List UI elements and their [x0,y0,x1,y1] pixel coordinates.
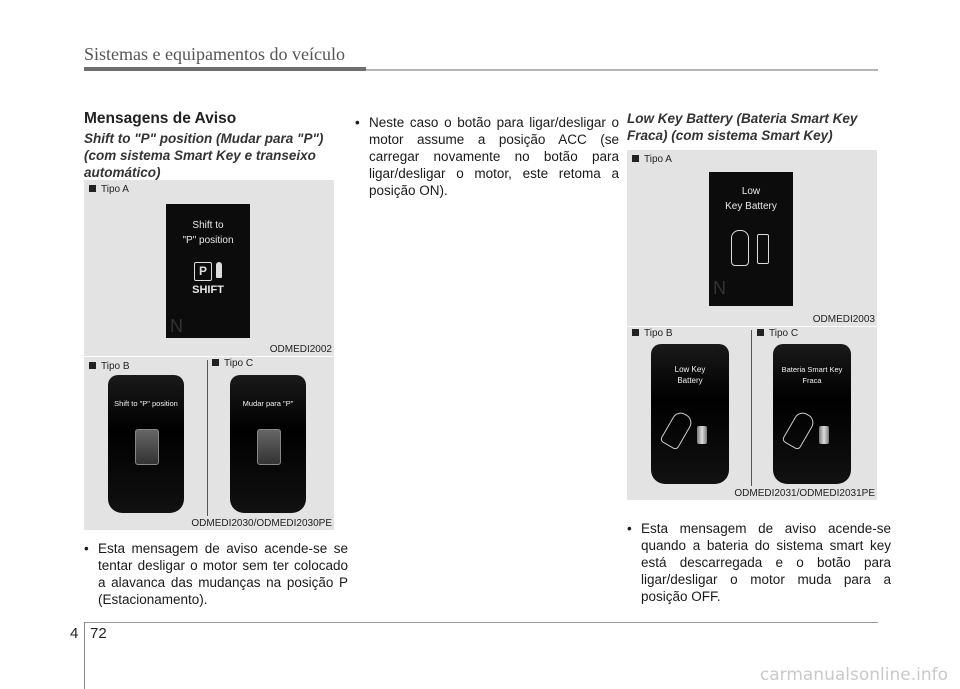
battery-icon [757,234,769,264]
smart-key-icon [659,409,694,450]
fig-label-tipo-c: Tipo C [212,358,253,369]
right-figure [627,150,877,500]
display-shift-text: SHIFT [192,284,224,296]
cluster-message-line1: Low Key [674,365,706,374]
fig-label-tipo-b: Tipo B [89,361,130,372]
display-text-line2: "P" position [182,235,234,246]
display-text-line1: Shift to [192,220,224,231]
display-text-line1: Low [741,186,761,197]
gear-selector-icon [257,429,281,465]
cluster-message: Mudar para "P" [242,399,294,408]
left-figure [84,180,334,530]
shift-to-p-display [166,204,250,338]
park-p-icon: P [194,262,212,281]
figure-column-divider [751,330,752,486]
cluster-message-line2: Fraca [802,376,822,385]
footer-divider [84,622,85,689]
figure-divider [84,356,334,357]
page-number: 72 [90,625,107,642]
cluster-display-tipo-b [108,375,184,513]
right-subtitle: Low Key Battery (Bateria Smart Key Fraca) (com sistema Smart Key) [627,111,858,143]
gear-indicator-icon: N [170,316,183,336]
header-rule-dark [84,67,366,71]
battery-icon [697,426,707,444]
watermark: carmanualsonline.info [759,665,948,685]
fig-label-tipo-c: Tipo C [757,328,798,339]
gear-selector-icon [135,429,159,465]
fig-label-tipo-a: Tipo A [89,184,129,195]
figure-divider [627,326,877,327]
footer-rule [84,622,878,623]
right-bullet: • Esta mensagem de aviso acende-se quando a bateria do sistema smart key está descarregada e o botão para ligar/desligar o motor muda para a posição OFF. [627,521,891,604]
cluster-message-line2: Battery [677,376,703,385]
fig-code-a: ODMEDI2003 [812,314,875,325]
display-text-line2: Key Battery [725,201,777,212]
header-rule-light [366,69,878,71]
fig-code-bc: ODMEDI2030/ODMEDI2030PE [191,518,332,529]
cluster-message-line1: Bateria Smart Key [781,365,843,374]
battery-icon [819,426,829,444]
low-key-battery-display [709,172,793,306]
fig-label-tipo-a: Tipo A [632,154,672,165]
cluster-display-tipo-c [230,375,306,513]
fig-code-a: ODMEDI2002 [269,344,332,355]
chapter-number: 4 [70,625,79,642]
section-title: Mensagens de Aviso [84,110,237,127]
fig-label-tipo-b: Tipo B [632,328,673,339]
middle-bullet: • Neste caso o botão para ligar/desligar o motor assume a posição ACC (se carregar novamente no botão para ligar/desligar o motor, este retoma a posição ON). [355,115,619,198]
smart-key-icon [781,409,816,450]
fig-code-bc: ODMEDI2031/ODMEDI2031PE [734,488,875,499]
left-subtitle: Shift to "P" position (Mudar para "P") (com sistema Smart Key e transeixo automático) [84,131,324,180]
cluster-display-tipo-c [773,344,851,484]
page-header-title: Sistemas e equipamentos do veículo [84,44,345,64]
gear-indicator-icon: N [713,278,726,298]
smart-key-icon [731,230,749,266]
left-bullet: • Esta mensagem de aviso acende-se se tentar desligar o motor sem ter colocado a alavanca das mudanças na posição P (Estacionamento). [84,541,348,607]
figure-column-divider [207,360,208,516]
cluster-display-tipo-b [651,344,729,484]
cluster-message: Shift to "P" position [114,399,178,408]
shift-lever-icon [216,262,222,278]
